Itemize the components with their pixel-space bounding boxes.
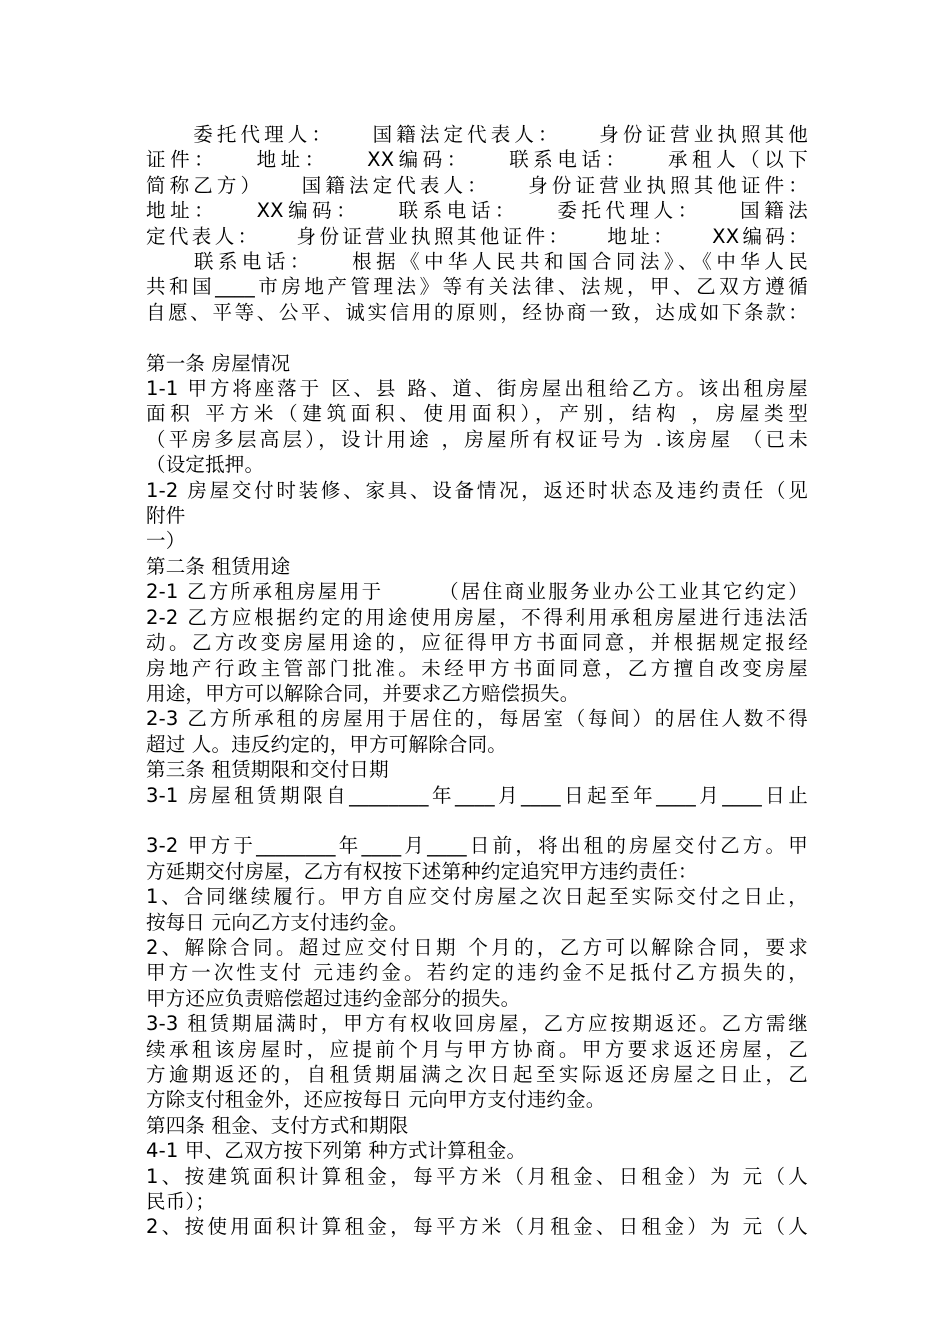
text-line: 2、按使用面积计算租金，每平方米（月租金、日租金）为 元（人 xyxy=(146,1215,808,1239)
text-line: 方延期交付房屋，乙方有权按下述第种约定追究甲方违约责任： xyxy=(146,859,698,883)
text-line: 2-3 乙方所承租的房屋用于居住的，每居室（每间）的居住人数不得 xyxy=(146,707,808,731)
text-line: 自愿、平等、公平、诚实信用的原则，经协商一致，达成如下条款： xyxy=(146,300,808,324)
text-line: 方逾期返还的，自租赁期届满之次日起至实际返还房屋之日止，乙 xyxy=(146,1063,808,1086)
text-line: 方除支付租金外，还应按每日 元向甲方支付违约金。 xyxy=(146,1088,606,1112)
text-line: 3-1 房屋租赁期限自________年____月____日起至年____月____日止 xyxy=(146,783,808,807)
contract-page xyxy=(146,122,808,1240)
text-line: 共和国____市房地产管理法》等有关法律、法规，甲、乙双方遵循 xyxy=(146,275,808,299)
article-3 xyxy=(146,757,808,1113)
text-line: 续承租该房屋时，应提前个月与甲方协商。甲方要求返还房屋，乙 xyxy=(146,1037,808,1061)
text-line: 1-2 房屋交付时装修、家具、设备情况，返还时状态及违约责任（见 xyxy=(146,478,808,502)
text-line: （平房多层高层），设计用途 ，房屋所有权证号为 .该房屋 （已未 xyxy=(146,427,808,451)
text-line: 3-3 租赁期届满时，甲方有权收回房屋，乙方应按期返还。乙方需继 xyxy=(146,1012,808,1036)
text-line: 甲方还应负责赔偿超过违约金部分的损失。 xyxy=(146,986,521,1010)
article-4 xyxy=(146,1113,808,1240)
text-line: 2、解除合同。超过应交付日期 个月的，乙方可以解除合同，要求 xyxy=(146,935,808,959)
text-line: 2-1 乙方所承租房屋用于 （居住商业服务业办公工业其它约定） xyxy=(146,580,808,604)
text-line: 附件 xyxy=(146,504,186,528)
text-line: 3-2 甲方于________年____月____日前，将出租的房屋交付乙方。甲 xyxy=(146,834,808,858)
text-line: 动。乙方改变房屋用途的，应征得甲方书面同意，并根据规定报经 xyxy=(146,631,808,655)
text-line: 证件： 地址： XX编码： 联系电话： 承租人（以下 xyxy=(146,148,808,172)
text-line: 定代表人： 身份证营业执照其他证件： 地址： XX编码： xyxy=(146,224,808,248)
text-line: 按每日 元向乙方支付违约金。 xyxy=(146,910,409,934)
article-2 xyxy=(146,554,808,757)
text-line: 联系电话： 根据《中华人民共和国合同法》、《中华人民 xyxy=(146,250,808,274)
article-heading: 第三条 租赁期限和交付日期 xyxy=(146,758,389,782)
text-line: 一） xyxy=(146,529,186,553)
text-line: 1-1 甲方将座落于 区、县 路、道、街房屋出租给乙方。该出租房屋 xyxy=(146,377,808,401)
text-line: 委托代理人： 国籍法定代表人： 身份证营业执照其他 xyxy=(146,123,808,146)
text-line: 超过 人。违反约定的，甲方可解除合同。 xyxy=(146,732,507,756)
text-line: 面积 平方米（建筑面积、使用面积），产别，结构 ，房屋类型 xyxy=(146,402,808,426)
intro-paragraph xyxy=(146,122,808,325)
text-line: 房地产行政主管部门批准。未经甲方书面同意，乙方擅自改变房屋 xyxy=(146,656,808,680)
text-line: 地址： XX编码： 联系电话： 委托代理人： 国籍法 xyxy=(146,199,808,223)
text-line: 1、合同继续履行。甲方自应交付房屋之次日起至实际交付之日止， xyxy=(146,885,808,909)
blank-line xyxy=(146,325,808,350)
text-line: （设定抵押。 xyxy=(146,453,265,477)
text-line: 2-2 乙方应根据约定的用途使用房屋，不得利用承租房屋进行违法活 xyxy=(146,605,808,629)
article-heading: 第二条 租赁用途 xyxy=(146,554,291,578)
text-line: 简称乙方） 国籍法定代表人： 身份证营业执照其他证件： xyxy=(146,173,808,197)
article-heading: 第一条 房屋情况 xyxy=(146,351,291,375)
text-line: 4-1 甲、乙双方按下列第 种方式计算租金。 xyxy=(146,1139,527,1163)
article-heading: 第四条 租金、支付方式和期限 xyxy=(146,1113,409,1137)
text-line: 民币）； xyxy=(146,1190,216,1214)
text-line: 1、按建筑面积计算租金，每平方米（月租金、日租金）为 元（人 xyxy=(146,1164,808,1188)
text-line: 甲方一次性支付 元违约金。若约定的违约金不足抵付乙方损失的， xyxy=(146,961,808,985)
blank-line xyxy=(146,808,808,833)
text-line: 用途，甲方可以解除合同，并要求乙方赔偿损失。 xyxy=(146,681,580,705)
article-1 xyxy=(146,351,808,554)
